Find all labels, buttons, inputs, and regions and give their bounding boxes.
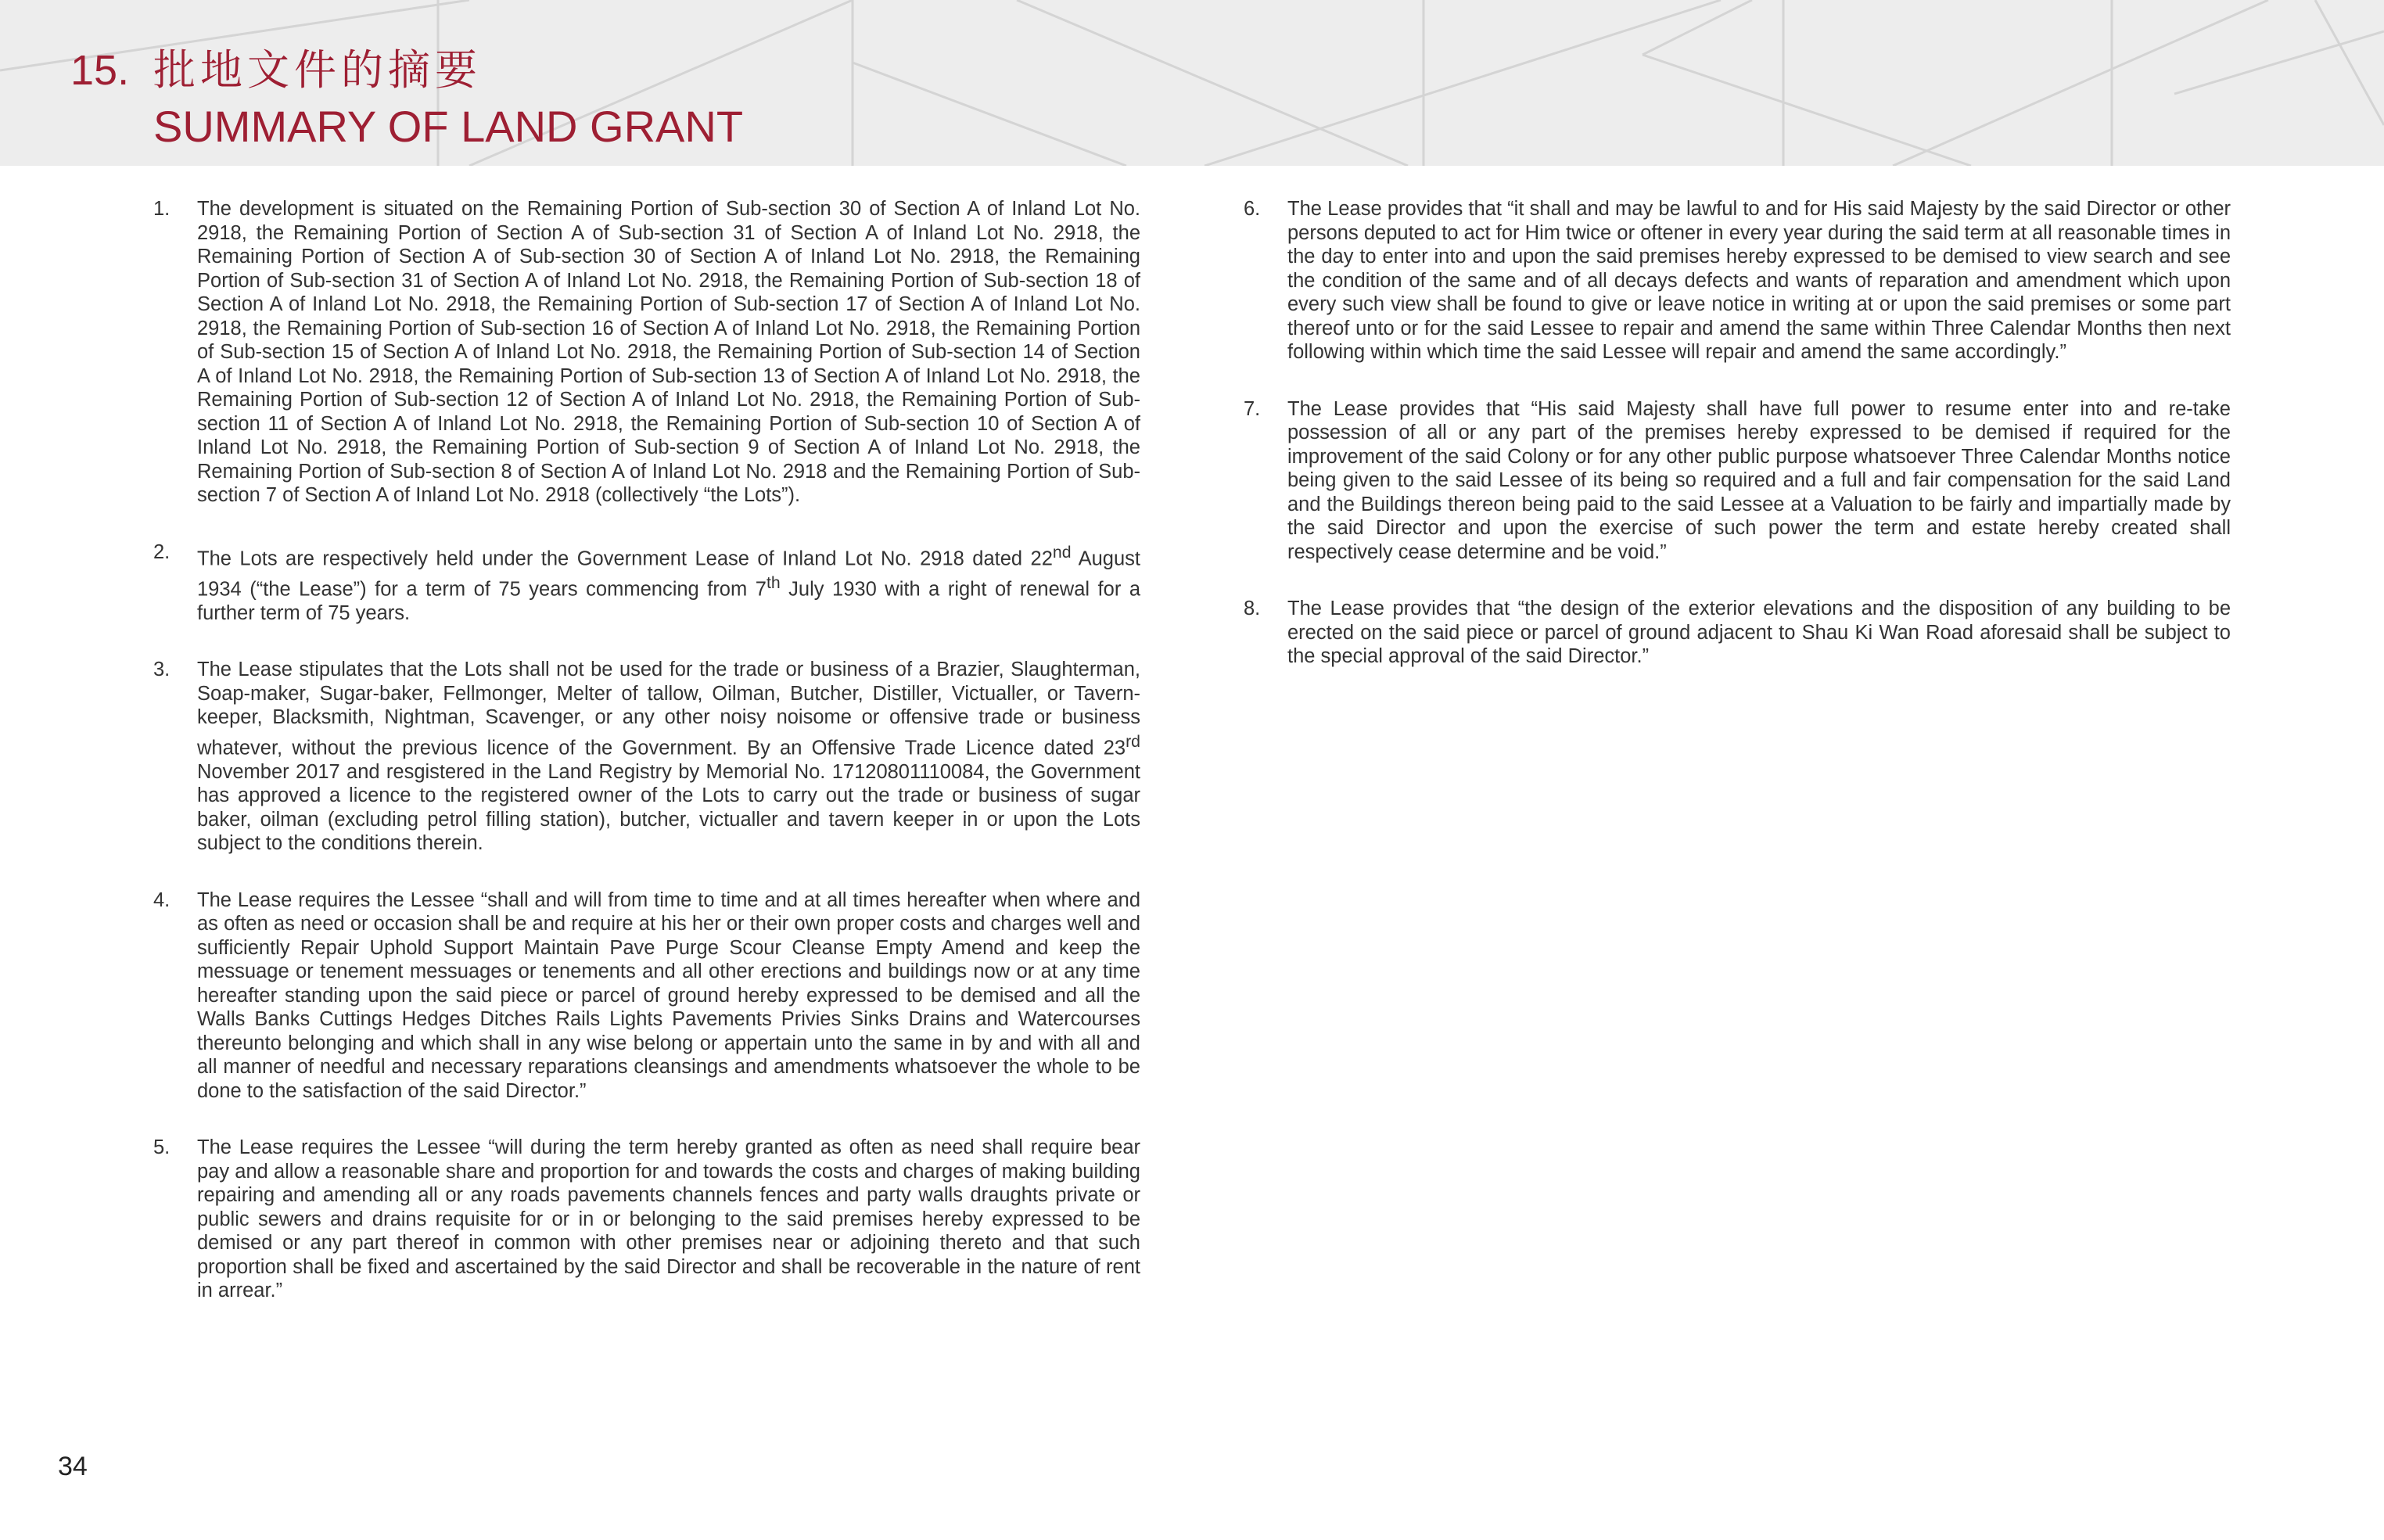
clause-number: 5. — [153, 1136, 171, 1158]
right-column — [1244, 197, 2231, 702]
section-number: 15. — [70, 47, 130, 94]
clause-number: 6. — [1244, 198, 1261, 220]
clause-number: 4. — [153, 888, 171, 911]
left-column — [153, 197, 1140, 1336]
clause-number: 3. — [153, 659, 171, 680]
ordinal-suffix: th — [766, 573, 781, 592]
clause-text-part: August 1934 (“the Lease”) for a term of 75 years commencing from 7 — [197, 547, 1140, 600]
clause-text: The Lease provides that “His said Majesty shall have full power to resume enter into and re-take possession of all or any part of the premises hereby expressed to be demised if required for the improvement of the said Colony or for any other public purpose whatsoever Three Calendar Months notice being given to the said Lessee of its being so required and a full and fair compensation for the said Land and the Buildings thereon being paid to the said Lessee at a Valuation to be fairly and impartially made by the said Director and upon the exercise of such power the term and estate hereby created shall respectively cease determine and be void.” — [1287, 397, 2231, 563]
clause-text — [197, 540, 1140, 626]
clause-number: 2. — [153, 540, 171, 563]
section-title-chinese: 批地文件的摘要 — [153, 45, 482, 95]
clause-number: 8. — [1244, 598, 1261, 619]
clause-2 — [153, 540, 1140, 626]
clause-7 — [1244, 397, 2231, 565]
clause-8 — [1244, 597, 2231, 669]
clause-number: 1. — [153, 198, 171, 220]
ordinal-suffix: nd — [1052, 542, 1072, 562]
clause-text — [197, 658, 1140, 856]
clause-text-part: The Lots are respectively held under the Government Lease of Inland Lot No. 2918 dated 22 — [197, 547, 1053, 569]
clause-5 — [153, 1136, 1140, 1303]
page-number: 34 — [58, 1452, 88, 1481]
clause-text: The Lease provides that “it shall and may be lawful to and for His said Majesty by the said Director or other persons deputed to act for Him twice or oftener in every year during the said term at all reasonable times in the day to enter into and upon the said premises hereby expressed to be demised to view search and see the condition of the same and of all decays defects and wants of reparation and amendment which upon every such view shall be found to give or leave notice in writing at or upon the said premises or some part thereof unto or for the said Lessee to repair and amend the same within Three Calendar Months then next following within which time the said Lessee will repair and amend the same accordingly.” — [1287, 198, 2231, 363]
page-header — [0, 0, 2384, 166]
clause-text: The Lease requires the Lessee “shall and will from time to time and at all times hereafter when where and as often as need or occasion shall be and require at his her or their own proper costs and charges well and sufficiently Repair Uphold Support Maintain Pave Purge Scour Cleanse Empty Amend and keep the messuage or tenement messuages or tenements and all other erections and buildings now or at any time hereafter standing upon the said piece or parcel of ground hereby expressed to be demised and all the Walls Banks Cuttings Hedges Ditches Rails Lights Pavements Privies Sinks Drains and Watercourses thereunto belonging and which shall in any wise belong or appertain unto the same in by and with all and all manner of needful and necessary reparations cleansings and amendments whatsoever the whole to be done to the satisfaction of the said Director.” — [197, 888, 1140, 1102]
clause-6 — [1244, 197, 2231, 364]
clause-4 — [153, 888, 1140, 1104]
ordinal-suffix: rd — [1126, 731, 1140, 751]
clause-text-part: July 1930 with a right of renewal for a further term of 75 years. — [197, 578, 1141, 624]
clause-text: The development is situated on the Remaining Portion of Sub-section 30 of Section A of Inland Lot No. 2918, the Remaining Portion of Section A of Sub-section 31 of Section A of Inland Lot No. 2918, the Remaining Portion of Section A of Sub-section 30 of Section A of Inland Lot No. 2918, the Remaining Portion of Sub-section 31 of Section A of Inland Lot No. 2918, the Remaining Portion of Sub-section 18 of Section A of Inland Lot No. 2918, the Remaining Portion of Sub-section 17 of Section A of Inland Lot No. 2918, the Remaining Portion of Sub-section 16 of Section A of Inland Lot No. 2918, the Remaining Portion of Sub-section 15 of Section A of Inland Lot No. 2918, the Remaining Portion of Sub-section 14 of Section A of Inland Lot No. 2918, the Remaining Portion of Sub-section 13 of Section A of Inland Lot No. 2918, the Remaining Portion of Sub-section 12 of Section A of Inland Lot No. 2918, the Remaining Portion of Sub-section 11 of Section A of Inland Lot No. 2918, the Remaining Portion of Sub-section 10 of Section A of Inland Lot No. 2918, the Remaining Portion of Sub-section 9 of Section A of Inland Lot No. 2918, the Remaining Portion of Sub-section 8 of Section A of Inland Lot No. 2918 and the Remaining Portion of Sub-section 7 of Section A of Inland Lot No. 2918 (collectively “the Lots”). — [197, 198, 1140, 506]
clause-3 — [153, 658, 1140, 856]
clause-1 — [153, 197, 1140, 508]
clause-text-part: November 2017 and resgistered in the Land Registry by Memorial No. 17120801110084, the Government has approved a licence to the registered owner of the Lots to carry out the trade or business of sugar baker, oilman (excluding petrol filling station), butcher, victualler and tavern keeper in or upon the Lots subject to the conditions therein. — [197, 760, 1140, 854]
clause-number: 7. — [1244, 397, 1261, 420]
section-title-english: SUMMARY OF LAND GRANT — [153, 102, 744, 151]
clause-text-part: The Lease stipulates that the Lots shall not be used for the trade or business of a Brazier, Slaughterman, Soap-maker, Sugar-baker, Fellmonger, Melter of tallow, Oilman, Butcher, Distiller, Victualler, or Tavern-keeper, Blacksmith, Nightman, Scavenger, or any other noisy noisome or offensive trade or business whatever, without the previous licence of the Government. By an Offensive Trade Licence dated 23 — [197, 659, 1140, 759]
clause-text: The Lease requires the Lessee “will during the term hereby granted as often as need shall require bear pay and allow a reasonable share and proportion for and towards the costs and charges of making building repairing and amending all or any roads pavements channels fences and party walls draughts private or public sewers and drains requisite for or in or belonging to the said premises hereby expressed to be demised or any part thereof in common with other premises near or adjoining thereto and that such proportion shall be fixed and ascertained by the said Director and shall be recoverable in the nature of rent in arrear.” — [197, 1136, 1140, 1301]
clause-text: The Lease provides that “the design of the exterior elevations and the disposition of any building to be erected on the said piece or parcel of ground adjacent to Shau Ki Wan Road aforesaid shall be subject to the special approval of the said Director.” — [1287, 598, 2231, 667]
